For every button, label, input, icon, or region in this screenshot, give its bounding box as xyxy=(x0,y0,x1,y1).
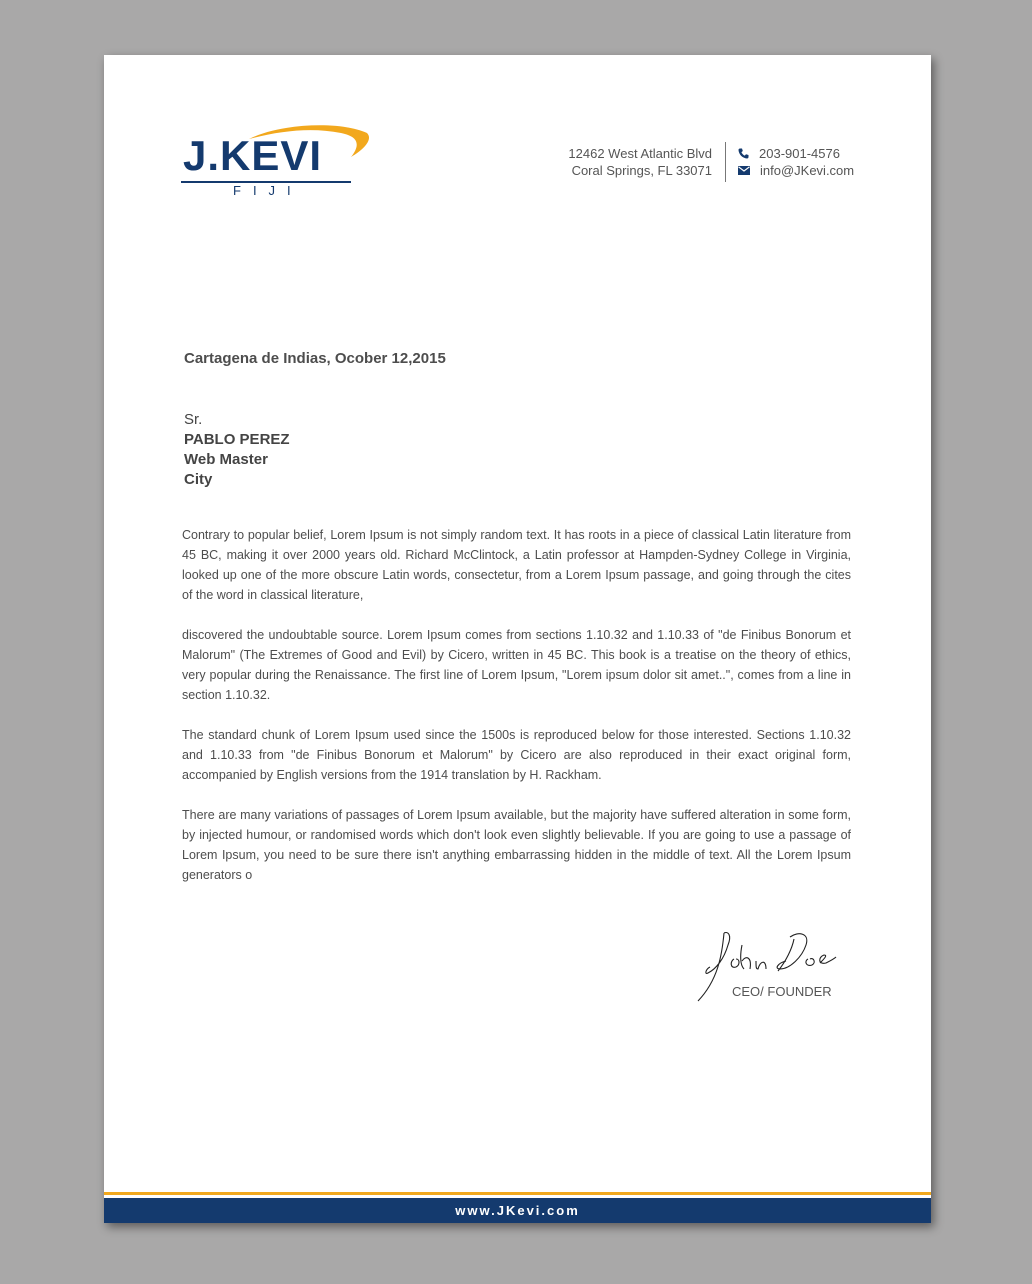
email-address[interactable]: info@JKevi.com xyxy=(760,163,855,178)
letter-body xyxy=(182,525,851,905)
contact-info xyxy=(738,145,854,179)
address-line-2: Coral Springs, FL 33071 xyxy=(571,163,712,178)
phone-number[interactable]: 203-901-4576 xyxy=(759,146,840,161)
logo-text: J.KEVI xyxy=(183,132,323,179)
recipient-city: City xyxy=(184,471,213,488)
letterhead-page xyxy=(104,55,931,1223)
phone-icon xyxy=(738,148,749,159)
footer-bar xyxy=(104,1198,931,1223)
header-divider xyxy=(725,142,726,182)
letter-date: Cartagena de Indias, Ocober 12,2015 xyxy=(184,350,446,367)
footer-accent-line xyxy=(104,1192,931,1195)
body-paragraph-3: The standard chunk of Lorem Ipsum used since the 1500s is reproduced below for those interested. Sections 1.10.32 and 1.10.33 from "de Finibus Bonorum et Malorum" by Cicero are also reproduced in their exact original form, accompanied by English versions from the 1914 translation by H. Rackham. xyxy=(182,728,851,782)
body-paragraph-1: Contrary to popular belief, Lorem Ipsum is not simply random text. It has roots in a piece of classical Latin literature from 45 BC, making it over 2000 years old. Richard McClintock, a Latin professor at Hampden-Sydney College in Virginia, looked up one of the more obscure Latin words, consectetur, from a Lorem Ipsum passage, and going through the cites of the word in classical literature, xyxy=(182,528,851,602)
address-line-1: 12462 West Atlantic Blvd xyxy=(568,146,712,161)
body-paragraph-2: discovered the undoubtable source. Lorem Ipsum comes from sections 1.10.32 and 1.10.33 of "de Finibus Bonorum et Malorum" (The Extremes of Good and Evil) by Cicero, written in 45 BC. This book is a treatise on the theory of ethics, very popular during the Renaissance. The first line of Lorem Ipsum, "Lorem ipsum dolor sit amet..", comes from a line in section 1.10.32. xyxy=(182,628,851,702)
logo-subtitle: FIJI xyxy=(233,183,303,198)
recipient-name: PABLO PEREZ xyxy=(184,431,290,448)
company-address xyxy=(568,145,712,179)
recipient-role: Web Master xyxy=(184,451,268,468)
recipient-salutation: Sr. xyxy=(184,411,203,428)
email-row xyxy=(738,162,854,179)
body-paragraph-4: There are many variations of passages of Lorem Ipsum available, but the majority have suffered alteration in some form, by injected humour, or randomised words which don't look even slightly believable. If you are going to use a passage of Lorem Ipsum, you need to be sure there isn't anything embarrassing hidden in the middle of text. All the Lorem Ipsum generators o xyxy=(182,808,851,882)
footer-website[interactable]: www.JKevi.com xyxy=(455,1203,580,1218)
envelope-icon xyxy=(738,166,750,175)
phone-row xyxy=(738,145,854,162)
recipient-block xyxy=(184,410,290,490)
signature-title: CEO/ FOUNDER xyxy=(732,984,832,999)
company-logo xyxy=(181,123,371,203)
